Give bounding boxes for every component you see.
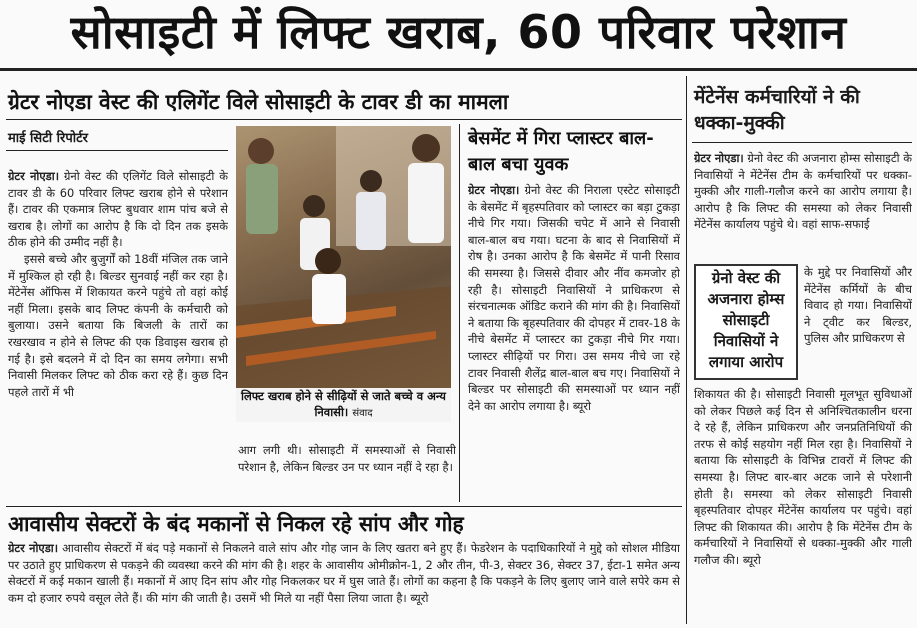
column-divider-2 [459,124,460,502]
lift-story-body [8,168,228,498]
snake-story-subheadline: आवासीय सेक्टरों के बंद मकानों से निकल रहे सांप और गोह [8,512,464,536]
byline: माई सिटी रिपोर्टर [8,131,88,146]
maintenance-body-3-block [694,386,912,626]
photo-caption-text: लिफ्ट खराब होने से सीढ़ियों से जाते बच्चे व अन्य निवासी। [241,389,446,419]
lift-body-3: आग लगी थी। सोसाइटी में समस्याओं से निवासी परेशान है, लेकिन बिल्डर उन पर ध्यान नहीं दे रहा है। [238,443,456,474]
snake-signoff: ब्यूरो [410,590,429,605]
maintenance-signoff: ब्यूरो [742,552,761,567]
plaster-signoff: ब्यूरो [572,398,591,413]
main-headline: सोसाइटी में लिफ्ट खराब, 60 परिवार परेशान [70,5,847,59]
maintenance-story-subheadline: मेंटेनेंस कर्मचारियों ने की धक्का-मुक्की [694,86,860,134]
pullquote-box: ग्रेनो वेस्ट की अजनारा होम्स सोसाइटी निवासियों ने लगाया आरोप [694,264,798,380]
subhead-rule [6,119,682,120]
news-photo [236,126,451,388]
maintenance-body-1-block [694,150,912,260]
maintenance-body-3: शिकायत की है। सोसाइटी निवासी मूलभूत सुविधाओं को लेकर पिछले कई दिन से अनिश्चितकालीन धरना दे रहे हैं, लेकिन प्राधिकरण और जनप्रतिनिधियों की तरफ से कोई सहयोग नहीं मिल रहा है। निवासियों ने बताया कि सोसाइटी के विभिन्न टावरों में लिफ्ट की समस्या है। लिफ्ट बार-बार अटक जाने से परेशानी होती है। समस्या को लेकर सोसाइटी निवासी बृहस्पतिवार दोपहर मेंटेनेंस कार्यालय पर पहुंचे। वहां लिफ्ट की शिकायत की। आरोप है कि मेंटेनेंस टीम के कर्मचारियों ने निवासियों से धक्का-मुक्की और गाली गलौज की। [694,387,912,567]
byline-rule [6,150,228,151]
lift-dateline: ग्रेटर नोएडा। [8,169,60,183]
lift-story-subheadline: ग्रेटर नोएडा वेस्ट की एलिगेंट विले सोसाइटी के टावर डी का मामला [8,90,509,114]
side-head-rule [692,142,912,143]
photo-credit: संवाद [352,408,373,419]
snake-dateline: ग्रेटर नोएडा। [8,541,59,555]
plaster-story-body [468,182,680,502]
maintenance-body-1: ग्रेनो वेस्ट की अजनारा होम्स सोसाइटी के निवासियों ने मेंटेनेंस टीम के कर्मचारियों पर धक्का-मुक्की और गाली-गलौज करने का आरोप लगाया है। आरोप है कि लिफ्ट की समस्या को लेकर निवासी मेंटेनेंस कार्यालय पहुंचे थे। वहां साफ-सफाई [694,151,912,232]
photo-caption [236,388,451,422]
plaster-story-subheadline: बेसमेंट में गिरा प्लास्टर बाल-बाल बचा युवक [468,128,654,175]
maintenance-dateline: ग्रेटर नोएडा। [694,151,744,165]
section-rule [6,506,682,507]
plaster-body: ग्रेनो वेस्ट की निराला एस्टेट सोसाइटी के बेसमेंट में बृहस्पतिवार को प्लास्टर का बड़ा टुकड़ा नीचे गिर गया। जिसकी चपेट में आने से निवासी बाल-बाल बच गया। घटना के बाद से निवासियों में रोष है। उनका आरोप है कि बेसमेंट में पानी रिसाव की समस्या है। जिससे दीवार और नींव कमजोर हो रही है। सोसाइटी निवासियों ने प्राधिकरण से संरचनात्मक ऑडिट कराने की मांग की है। निवासियों ने बताया कि बृहस्पतिवार की दोपहर में टावर-18 के नीचे बेसमेंट में प्लास्टर का टुकड़ा नीचे गिर गया। प्लास्टर सीढ़ियों पर गिरा। उस समय नीचे जा रहे टावर निवासी शैलेंद्र बाल-बाल बच गए। निवासियों ने बिल्डर पर सोसाइटी की समस्याओं पर ध्यान नहीं देने का आरोप लगाया है। [468,183,680,413]
headline-rule [0,68,917,71]
maintenance-body-2: के मुद्दे पर निवासियों और मेंटेनेंस कर्मियों के बीच विवाद हो गया। निवासियों ने ट्वीट कर बिल्डर, पुलिस और प्राधिकरण से [804,265,912,346]
snake-body: आवासीय सेक्टरों में बंद पड़े मकानों से निकलने वाले सांप और गोह जान के लिए खतरा बने हुए हैं। फेडरेशन के पदाधिकारियों ने मुद्दे को सोशल मीडिया पर उठाते हुए प्राधिकरण से पकड़ने की व्यवस्था करने की मांग की है। शहर के आवासीय ओमीक्रोन-1, 2 और तीन, पी-3, सेक्टर 36, सेक्टर 37, ईटा-1 समेत अन्य सेक्टरों में कई मकान खाली हैं। मकानों में आए दिन सांप और गोह निकलकर घर में घुस जाते हैं। लोगों का कहना है कि पकड़ने के लिए बुलाए जाने वाले सपेरे कम से कम दो हजार रुपये वसूल लेते हैं। की मांग की जाती है। उसमें भी मिले या नहीं पैसा लिया जाता है। [8,541,680,605]
lift-body-1: ग्रेनो वेस्ट की एलिगेंट विले सोसाइटी के टावर डी के 60 परिवार लिफ्ट खराब होने से परेशान हैं। टावर की एकमात्र लिफ्ट बुधवार शाम पांच बजे से खराब है। लोगों का आरोप है कि दो दिन तक इसके ठीक होने की उम्मीद नहीं है। [8,169,228,250]
snake-story-body [8,540,680,626]
lift-body-2: इससे बच्चे और बुजुर्गों को 18वीं मंजिल तक जाने में मुश्किल हो रही है। बिल्डर सुनवाई नहीं कर रहा है। मेंटेनेंस ऑफिस में शिकायत करने पहुंचे तो वहां कोई नहीं मिला। इसके बाद लिफ्ट कंपनी के कर्मचारी को बुलाया। उसने बताया कि बिजली के तारों का रखरखाव न होने से लिफ्ट की एक डिवाइस खराब हो गई है। इसे बदलने में दो दिन का समय लगेगा। सभी निवासी मिलकर लिफ्ट को ठीक करा रहे हैं। कुछ दिन पहले तारों में भी [8,251,228,399]
plaster-dateline: ग्रेटर नोएडा। [468,183,520,197]
column-divider [686,76,687,624]
stairs-children-illustration [236,126,451,388]
